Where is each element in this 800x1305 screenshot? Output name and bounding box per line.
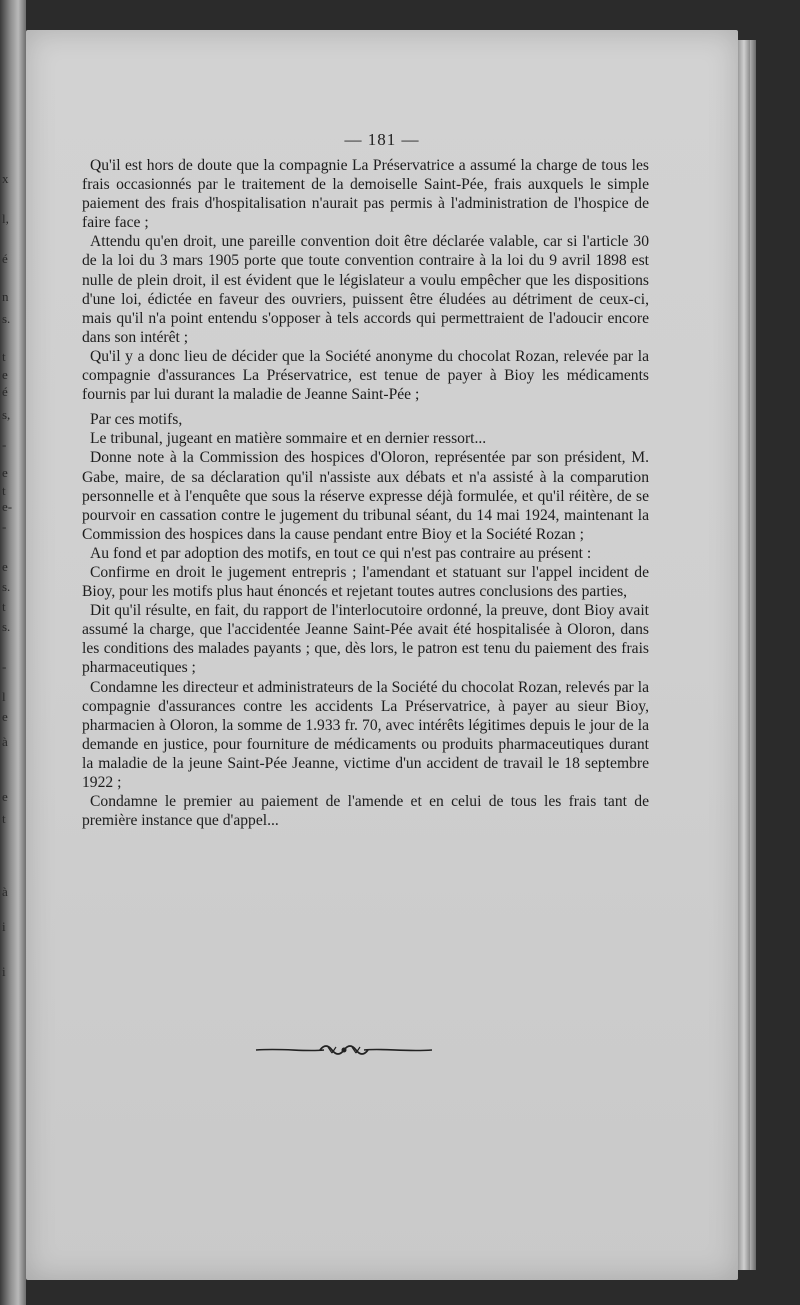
margin-fragment: -	[2, 659, 7, 674]
margin-fragment: n	[2, 289, 9, 304]
margin-fragment: s,	[2, 407, 11, 422]
paragraph-6: Donne note à la Commission des hospices d'Oloron, représentée par son président, M. Gabe, maire, de sa déclaration qu'il n'assiste aux débats et n'a assisté à la comparution personnelle et à l'enquête que sous la réserve expresse déjà formulée, et qu'il réitère, de se pourvoir en cassation contre le jugement du tribunal séant, du 14 mai 1924, maintenant la Commission des hospices dans la cause pendant entre Bioy et la Société Rozan ;	[82, 449, 649, 543]
margin-fragment: l	[2, 689, 6, 704]
margin-fragment: à	[2, 734, 8, 749]
margin-fragment: -	[2, 519, 7, 534]
paragraph-5: Le tribunal, jugeant en matière sommaire et en dernier ressort...	[90, 430, 487, 448]
margin-fragment: l,	[2, 211, 9, 226]
margin-fragment: e	[2, 709, 8, 724]
margin-fragment: s.	[2, 311, 11, 326]
page-number: — 181 —	[344, 130, 420, 149]
margin-fragment: s.	[2, 619, 11, 634]
margin-fragment: e	[2, 465, 8, 480]
margin-fragment: e	[2, 367, 8, 382]
paragraph-11: Condamne le premier au paiement de l'amende et en celui de tous les frais tant de première instance que d'appel...	[82, 793, 649, 830]
paragraph-2: Attendu qu'en droit, une pareille convention doit être déclarée valable, car si l'article 30 de la loi du 3 mars 1905 porte que toute convention contraire à la loi du 9 avril 1898 est nulle de plein droit, il est évident que le législateur a voulu empêcher que les dispositions d'une loi, édictée en faveur des ouvriers, puissent être éludées au détriment de ceux-ci, mais qu'il n'a point entendu s'opposer à tels accords qui permettraient de l'adoucir encore dans son intérêt ;	[82, 233, 649, 346]
margin-fragment: t	[2, 349, 6, 364]
margin-fragment: é	[2, 384, 8, 399]
paragraph-9: Dit qu'il résulte, en fait, du rapport de l'interlocutoire ordonné, la preuve, dont Bioy avait assumé la charge, que l'accidentée Jeanne Saint-Pée avait été hospitalisée à Oloron, dans les conditions des malades payants ; que, dès lors, le patron est tenu du paiement des frais pharmaceutiques ;	[82, 602, 649, 677]
margin-fragment: e-	[2, 499, 13, 514]
adjacent-page-edge	[0, 0, 26, 1305]
ornamental-rule-icon	[254, 1038, 434, 1062]
paragraph-8: Confirme en droit le jugement entrepris ; l'amendant et statuant sur l'appel incident de Bioy, pour les motifs plus haut énoncés et rejetant toutes autres conclusions des parties,	[82, 563, 649, 601]
book-page	[26, 30, 738, 1280]
paragraph-1: Qu'il est hors de doute que la compagnie La Préservatrice a assumé la charge de tous les frais occasionnés par le traitement de la demoiselle Saint-Pée, frais auxquels le simple paiement des frais d'hospitalisation n'aurait pas permis à l'administration de l'hospice de faire face ;	[82, 157, 649, 232]
paragraph-10: Condamne les directeur et administrateurs de la Société du chocolat Rozan, relevés par la compagnie d'assurances contre les accidents La Préservatrice, à payer au sieur Bioy, pharmacien à Oloron, la somme de 1.933 fr. 70, avec intérêts légitimes depuis le jour de la demande en justice, pour fourniture de médicaments ou produits pharmaceutiques durant la maladie de la jeune Saint-Pée Jeanne, victime d'un accident de travail le 18 septembre 1922 ;	[82, 678, 649, 791]
margin-fragment: e	[2, 789, 8, 804]
margin-fragment: x	[2, 171, 9, 186]
body-text	[82, 156, 649, 830]
paragraph-7: Au fond et par adoption des motifs, en tout ce qui n'est pas contraire au présent :	[90, 544, 592, 562]
paragraph-3: Qu'il y a donc lieu de décider que la Société anonyme du chocolat Rozan, relevée par la compagnie d'assurances La Préservatrice, est tenue de payer à Bioy les médicaments fournis par lui durant la maladie de Jeanne Saint-Pée ;	[82, 347, 649, 404]
margin-fragment: e	[2, 559, 8, 574]
page-edge-right	[738, 40, 750, 1270]
margin-fragment: t	[2, 811, 6, 826]
margin-fragment: i	[2, 964, 6, 979]
margin-fragment: t	[2, 483, 6, 498]
margin-fragment: -	[2, 437, 7, 452]
margin-fragment: à	[2, 884, 8, 899]
margin-fragment: s.	[2, 579, 11, 594]
margin-fragment: i	[2, 919, 6, 934]
page-edge-shadow	[750, 40, 756, 1270]
paragraph-4: Par ces motifs,	[90, 411, 183, 429]
margin-fragment: é	[2, 251, 8, 266]
margin-fragment: t	[2, 599, 6, 614]
